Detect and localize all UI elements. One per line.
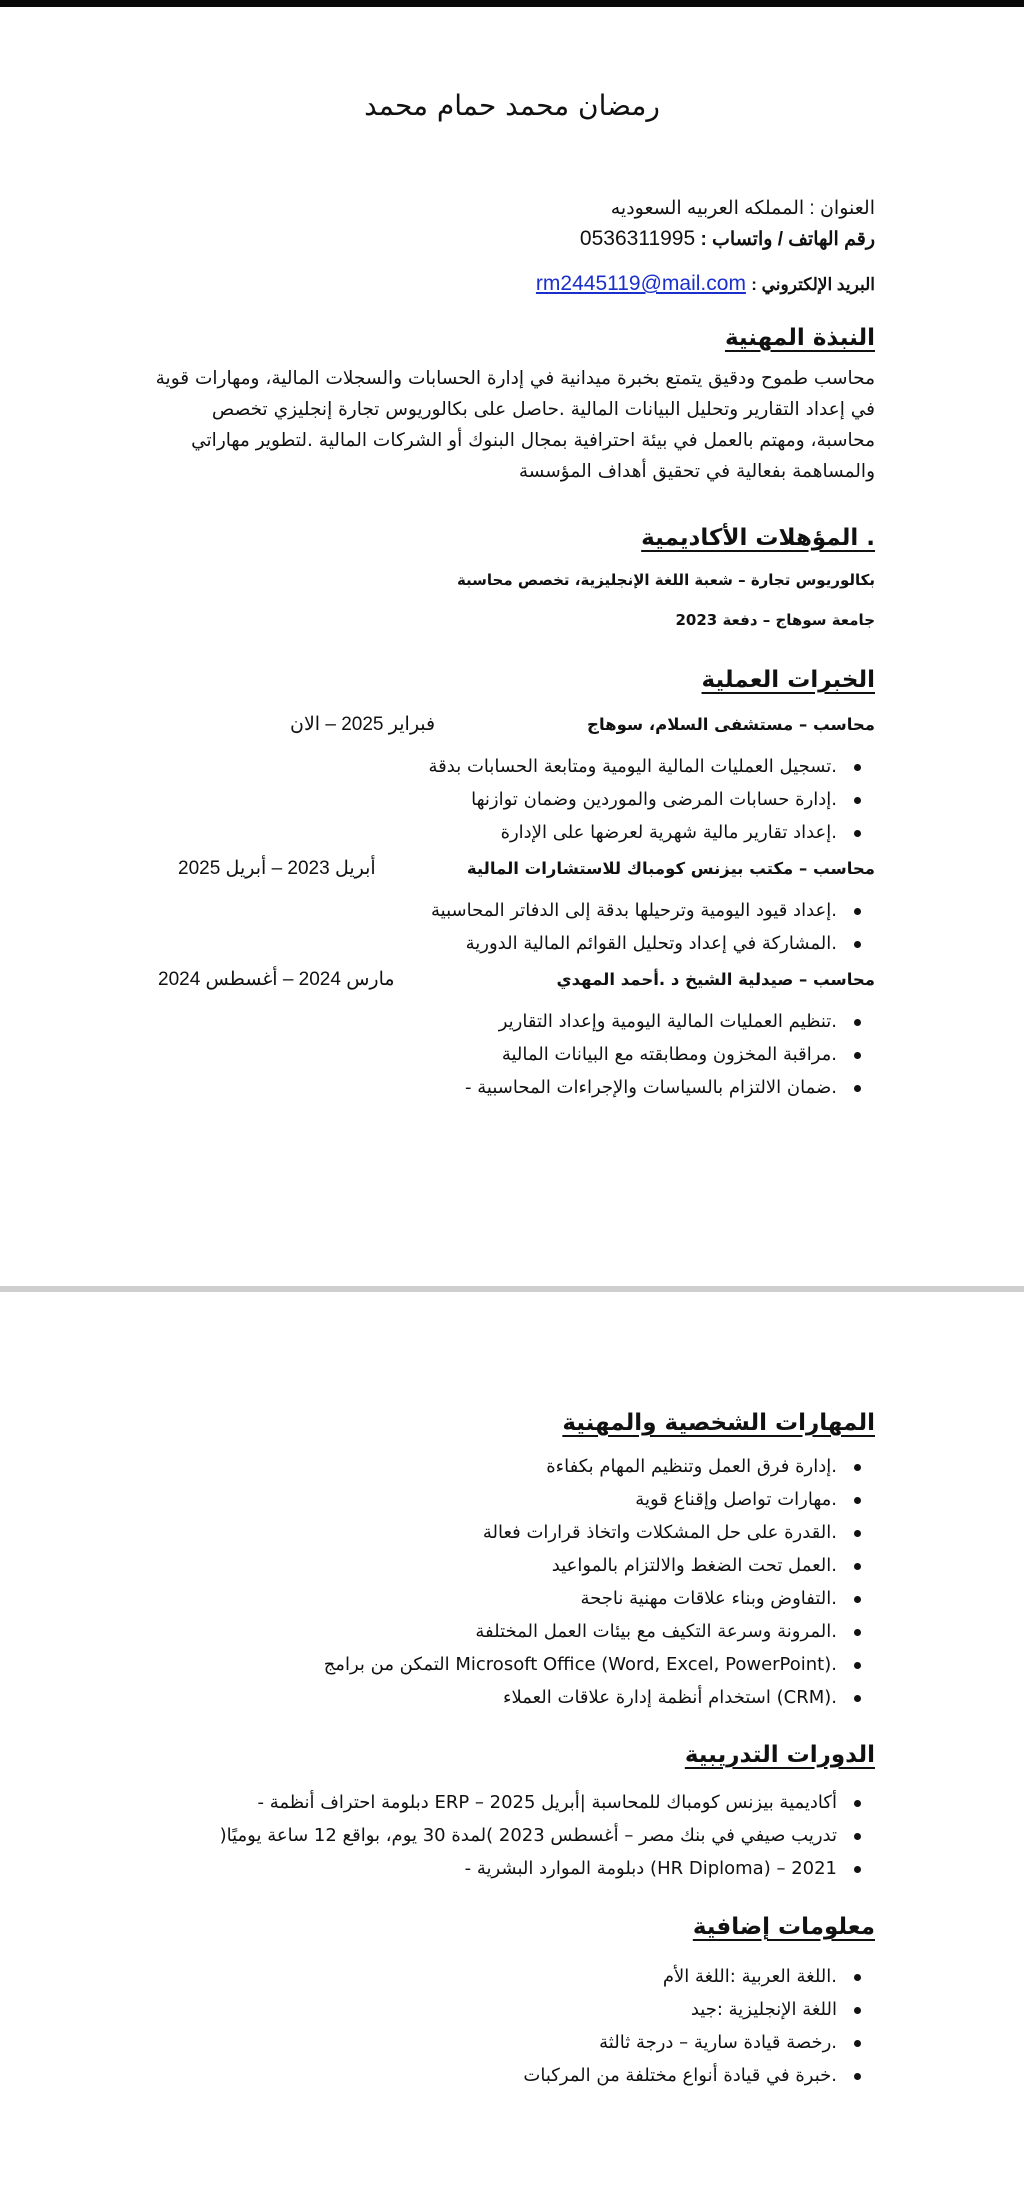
job-bullet: .تسجيل العمليات المالية اليومية ومتابعة الحسابات بدقة [150, 750, 837, 783]
courses-heading: الدورات التدريبية [684, 1742, 875, 1768]
additional-item: .رخصة قيادة سارية – درجة ثالثة [150, 2026, 837, 2059]
job-bullet: .إعداد قيود اليومية وترحيلها بدقة إلى الدفاتر المحاسبية [150, 894, 837, 927]
education-section [150, 525, 875, 633]
profile-section [150, 325, 875, 487]
contact-section [150, 195, 875, 299]
job-title: محاسب – صيدلية الشيخ د .أحمد المهدي [556, 970, 875, 989]
phone-line [150, 225, 875, 254]
phone-number: 0536311995 [579, 227, 696, 250]
experience-section [150, 667, 875, 1104]
job-date: أبريل 2023 – أبريل 2025 [178, 858, 376, 879]
resume-page-2 [0, 1292, 1024, 2194]
skills-section [150, 1410, 875, 1714]
education-university: جامعة سوهاج – دفعة 2023 [675, 611, 875, 629]
skill-item: .العمل تحت الضغط والالتزام بالمواعيد [150, 1549, 837, 1582]
skill-item: .(CRM) استخدام أنظمة إدارة علاقات العملاء [150, 1681, 837, 1714]
additional-item: اللغة الإنجليزية :جيد [150, 1993, 837, 2026]
course-item: 2021 – (HR Diploma) دبلومة الموارد البشرية - [150, 1852, 837, 1885]
experience-heading: الخبرات العملية [701, 667, 875, 693]
course-item: أكاديمية بيزنس كومباك للمحاسبة |أبريل 2025 – ERP دبلومة احتراف أنظمة - [150, 1786, 837, 1819]
job-title: محاسب – مكتب بيزنس كومباك للاستشارات المالية [466, 859, 875, 878]
resume-page-1 [0, 7, 1024, 1286]
course-item: تدريب صيفي في بنك مصر – أغسطس 2023 )لمدة 30 يوم، بواقع 12 ساعة يوميًا( [150, 1819, 837, 1852]
education-degree: بكالوريوس تجارة – شعبة اللغة الإنجليزية، تخصص محاسبة [456, 571, 875, 589]
job-bullet: .مراقبة المخزون ومطابقته مع البيانات المالية [150, 1038, 837, 1071]
job-bullet: .المشاركة في إعداد وتحليل القوائم المالية الدورية [150, 927, 837, 960]
job-date: فبراير 2025 – الان [290, 714, 436, 735]
job-item [150, 857, 875, 960]
job-item [150, 968, 875, 1104]
additional-heading: معلومات إضافية [692, 1914, 875, 1940]
address-line: العنوان : المملكه العربيه السعوديه [610, 198, 875, 219]
email-line [150, 270, 875, 299]
job-bullet: .إعداد تقارير مالية شهرية لعرضها على الإدارة [150, 816, 837, 849]
education-heading: . المؤهلات الأكاديمية [641, 525, 875, 551]
courses-section [150, 1742, 875, 1885]
job-bullet: .إدارة حسابات المرضى والموردين وضمان توازنها [150, 783, 837, 816]
email-label: البريد الإلكتروني : [751, 275, 875, 294]
profile-text: محاسب طموح ودقيق يتمتع بخبرة ميدانية في إدارة الحسابات والسجلات المالية، ومهارات قوية في إعداد التقارير وتحليل البيانات المالية .حاصل على بكالوريوس تجارة إنجليزي تخصص محاسبة، ومهتم بالعمل في بيئة احترافية بمجال البنوك أو الشركات المالية .لتطوير مهاراتي والمساهمة بفعالية في تحقيق أهداف المؤسسة [155, 368, 875, 482]
job-item [150, 713, 875, 849]
skill-item: .مهارات تواصل وإقناع قوية [150, 1483, 837, 1516]
phone-label: رقم الهاتف / واتساب : [700, 229, 875, 250]
top-border [0, 0, 1024, 7]
profile-heading: النبذة المهنية [724, 325, 875, 351]
job-title: محاسب – مستشفى السلام، سوهاج [587, 715, 875, 734]
additional-item: .اللغة العربية :اللغة الأم [150, 1960, 837, 1993]
email-link[interactable]: rm2445119@mail.com [535, 272, 746, 295]
job-bullet: .ضمان الالتزام بالسياسات والإجراءات المحاسبية - [150, 1071, 837, 1104]
skill-item: .التفاوض وبناء علاقات مهنية ناجحة [150, 1582, 837, 1615]
skill-item: .المرونة وسرعة التكيف مع بيئات العمل المختلفة [150, 1615, 837, 1648]
job-bullet: .تنظيم العمليات المالية اليومية وإعداد التقارير [150, 1005, 837, 1038]
skill-item: .القدرة على حل المشكلات واتخاذ قرارات فعالة [150, 1516, 837, 1549]
additional-item: .خبرة في قيادة أنواع مختلفة من المركبات [150, 2059, 837, 2092]
additional-section [150, 1914, 875, 2092]
job-date: مارس 2024 – أغسطس 2024 [158, 969, 395, 990]
skill-item: .إدارة فرق العمل وتنظيم المهام بكفاءة [150, 1450, 837, 1483]
candidate-name: رمضان محمد حمام محمد [364, 89, 660, 122]
skill-item: .(Microsoft Office (Word, Excel, PowerPoint التمكن من برامج [150, 1648, 837, 1681]
skills-heading: المهارات الشخصية والمهنية [562, 1410, 875, 1436]
